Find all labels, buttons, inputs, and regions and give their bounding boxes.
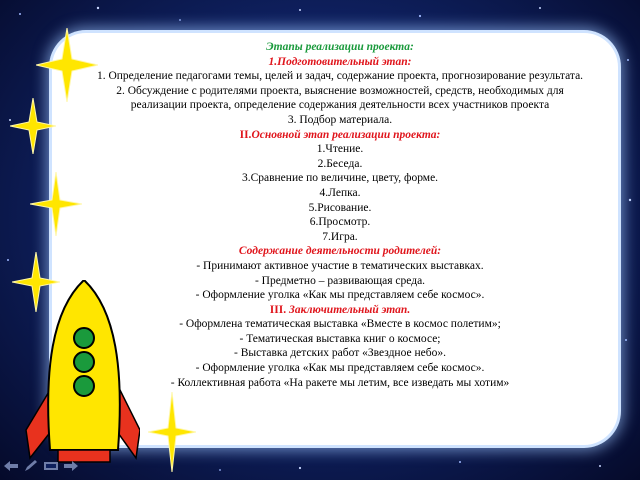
stage3-item: - Коллективная работа «На ракете мы летим, все изведать мы хотим» bbox=[170, 376, 510, 389]
stage3-item: - Оформление уголка «Как мы представляем себе космос». bbox=[195, 362, 485, 375]
stage2-item: 5.Рисование. bbox=[308, 201, 372, 214]
parents-item: - Оформление уголка «Как мы представляем себе космос». bbox=[195, 289, 485, 302]
stage2-item: 3.Сравнение по величине, цвету, форме. bbox=[241, 172, 439, 185]
back-arrow-icon[interactable] bbox=[4, 460, 18, 472]
stage1-item: 1. Определение педагогами темы, целей и задач, содержание проекта, прогнозирование результата. bbox=[96, 70, 584, 83]
stage2-item: 7.Игра. bbox=[322, 230, 358, 243]
stage2-item: 2.Беседа. bbox=[317, 157, 363, 170]
star-icon bbox=[148, 392, 196, 472]
stage2-heading: II.Основной этап реализации проекта: bbox=[239, 128, 441, 141]
slide-title: Этапы реализации проекта: bbox=[266, 41, 414, 53]
parents-heading: Содержание деятельности родителей: bbox=[238, 245, 442, 258]
forward-arrow-icon[interactable] bbox=[64, 460, 78, 472]
parents-item: - Принимают активное участие в тематических выставках. bbox=[196, 259, 484, 272]
slide-content bbox=[92, 40, 588, 390]
rocket-icon bbox=[20, 280, 140, 480]
star-icon bbox=[30, 172, 82, 236]
parents-item: - Предметно – развивающая среда. bbox=[254, 274, 426, 287]
stage3-item: - Выставка детских работ «Звездное небо». bbox=[234, 347, 446, 360]
pen-icon[interactable] bbox=[24, 460, 38, 472]
stage1-item: 3. Подбор материала. bbox=[287, 113, 393, 126]
slide-navigation bbox=[4, 460, 78, 476]
stage3-item: - Оформлена тематическая выставка «Вместе в космос полетим»; bbox=[179, 318, 501, 331]
stage1-heading: 1.Подготовительный этап: bbox=[268, 55, 412, 68]
stage3-heading: III. Заключительный этап. bbox=[269, 303, 411, 316]
stage2-item: 1.Чтение. bbox=[316, 143, 364, 156]
stage2-item: 4.Лепка. bbox=[319, 186, 361, 199]
stage2-item: 6.Просмотр. bbox=[309, 216, 371, 229]
star-icon bbox=[10, 98, 56, 154]
slides-icon[interactable] bbox=[44, 460, 58, 472]
stage3-item: - Тематическая выставка книг о космосе; bbox=[239, 332, 441, 345]
stage1-item: 2. Обсуждение с родителями проекта, выяснение возможностей, средств, необходимых для реализации проекта, определение содержания деятельности всех участников проекта bbox=[116, 84, 564, 112]
star-icon bbox=[36, 28, 98, 102]
